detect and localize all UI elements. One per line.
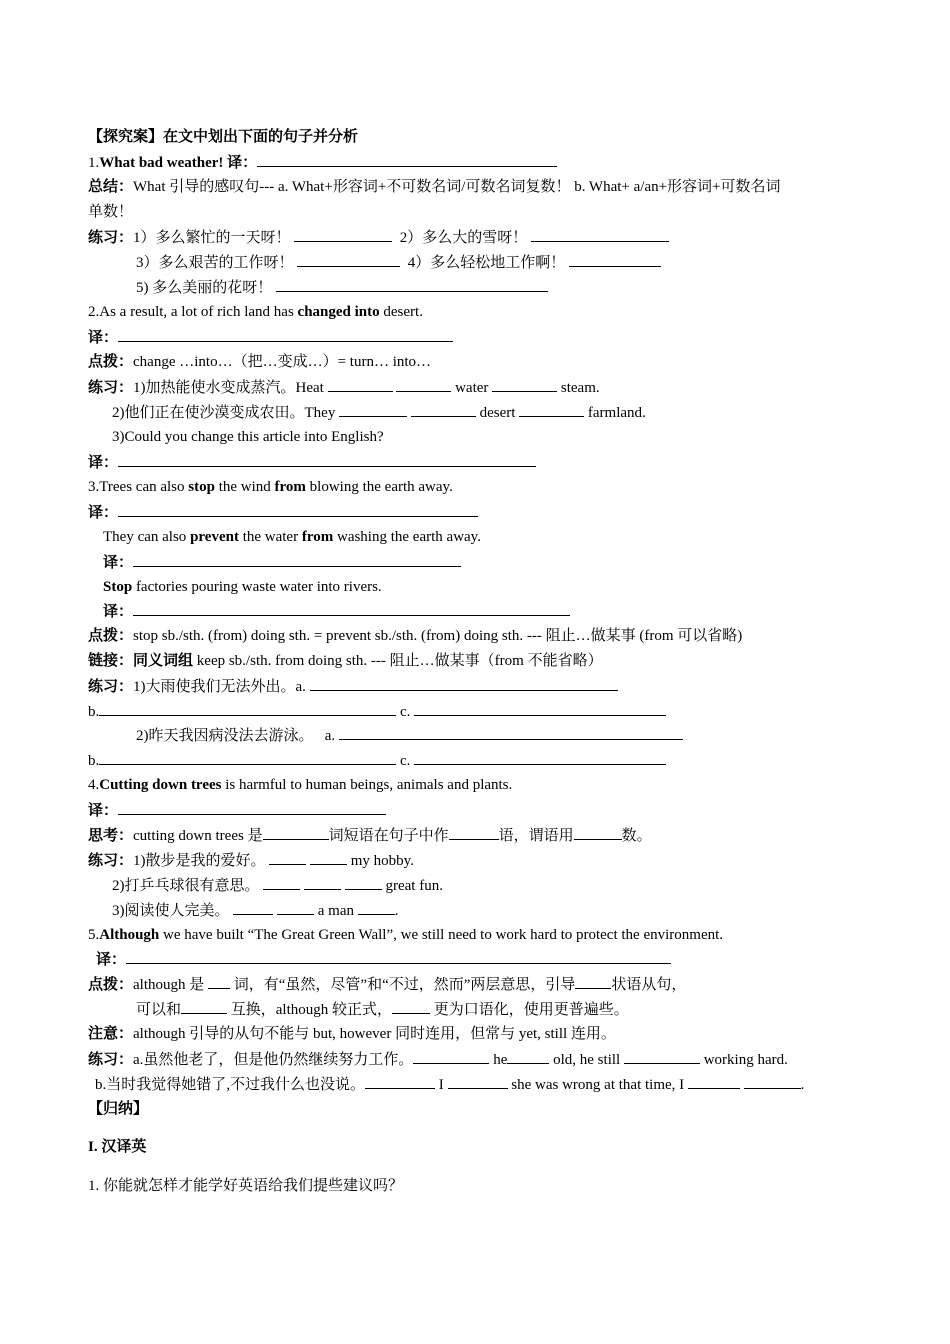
item-4-exercise-3: 3)阅读使人完美。 a man . (112, 900, 398, 921)
answer-blank[interactable] (118, 452, 536, 467)
answer-blank[interactable] (365, 1074, 435, 1089)
answer-blank[interactable] (396, 377, 451, 392)
answer-blank[interactable] (339, 402, 407, 417)
answer-blank[interactable] (310, 850, 347, 865)
answer-blank[interactable] (569, 252, 661, 267)
answer-blank[interactable] (519, 402, 584, 417)
answer-blank[interactable] (118, 327, 453, 342)
answer-blank[interactable] (624, 1049, 700, 1064)
answer-blank[interactable] (574, 825, 622, 840)
answer-blank[interactable] (233, 900, 273, 915)
answer-blank[interactable] (310, 676, 618, 691)
item-3-translation-2: 译： (103, 552, 461, 573)
answer-blank[interactable] (304, 875, 341, 890)
answer-blank[interactable] (118, 502, 478, 517)
answer-blank[interactable] (276, 277, 548, 292)
answer-blank[interactable] (133, 552, 461, 567)
item-4-sentence: 4.Cutting down trees is harmful to human beings, animals and plants. (88, 777, 513, 793)
item-1-exercise-row3: 5) 多么美丽的花呀！ (136, 277, 548, 298)
item-3-exercise-2-bc: b. c. (88, 750, 666, 771)
item-4-exercise-1: 练习：1)散步是我的爱好。 my hobby. (88, 850, 414, 871)
answer-blank[interactable] (688, 1074, 740, 1089)
answer-blank[interactable] (269, 850, 306, 865)
item-5-tip-cont: 可以和 互换，although 较正式， 更为口语化，使用更普遍些。 (136, 999, 629, 1020)
item-1-sentence: 1.What bad weather! 译： (88, 152, 557, 173)
item-2-exercise-1: 练习：1)加热能使水变成蒸汽。Heat water steam. (88, 377, 600, 398)
item-4-think: 思考：cutting down trees 是 词短语在句子中作 语，谓语用 数。 (88, 825, 652, 846)
answer-blank[interactable] (358, 900, 395, 915)
answer-blank[interactable] (297, 252, 400, 267)
answer-blank[interactable] (263, 875, 300, 890)
item-2-exercise-3: 3)Could you change this article into English? (112, 429, 384, 445)
item-3-exercise-1: 练习：1)大雨使我们无法外出。a. (88, 676, 618, 697)
item-1-summary: 总结：What 引导的感叹句--- a. What+形容词+不可数名词/可数名词复数！ b. What+ a/an+形容词+可数名词 (88, 179, 781, 195)
answer-blank[interactable] (277, 900, 314, 915)
item-5-exercise-b: b.当时我觉得她错了,不过我什么也没说。 I she was wrong at that time, I . (95, 1074, 804, 1095)
answer-blank[interactable] (99, 701, 396, 716)
item-4-exercise-2: 2)打乒乓球很有意思。 great fun. (112, 875, 443, 896)
answer-blank[interactable] (414, 701, 666, 716)
item-3-link: 链接：同义词组 keep sb./sth. from doing sth. --- 阻止…做某事（from 不能省略） (88, 653, 603, 669)
item-1-exercise-row1: 练习：1）多么繁忙的一天呀！ 2）多么大的雪呀！ (88, 227, 669, 248)
item-5-exercise-a: 练习：a.虽然他老了，但是他仍然继续努力工作。 he old, he still working hard. (88, 1049, 788, 1070)
answer-blank[interactable] (263, 825, 329, 840)
answer-blank[interactable] (492, 377, 557, 392)
answer-blank[interactable] (257, 152, 557, 167)
answer-blank[interactable] (133, 601, 570, 616)
section-title: 【探究案】在文中划出下面的句子并分析 (88, 129, 359, 145)
item-5-tip: 点拨：although 是 词，有“虽然，尽管”和“不过，然而”两层意思，引导 状语从句， (88, 974, 686, 995)
answer-blank[interactable] (126, 949, 671, 964)
answer-blank[interactable] (99, 750, 396, 765)
question-1: 1. 你能就怎样才能学好英语给我们提些建议吗？ (88, 1178, 404, 1194)
item-3-sentence-2: They can also prevent the water from washing the earth away. (103, 529, 481, 545)
item-3-translation-3: 译： (103, 601, 570, 622)
answer-blank[interactable] (208, 974, 230, 989)
answer-blank[interactable] (744, 1074, 801, 1089)
item-5-translation: 译： (96, 949, 671, 970)
item-1-summary-cont: 单数！ (88, 204, 134, 220)
summary-heading: 【归纳】 (88, 1101, 149, 1117)
answer-blank[interactable] (414, 750, 666, 765)
answer-blank[interactable] (411, 402, 476, 417)
item-2-sentence: 2.As a result, a lot of rich land has changed into desert. (88, 304, 423, 320)
item-3-sentence: 3.Trees can also stop the wind from blowing the earth away. (88, 479, 453, 495)
answer-blank[interactable] (392, 999, 430, 1014)
answer-blank[interactable] (339, 725, 683, 740)
item-3-exercise-2: 2)昨天我因病没法去游泳。 a. (136, 725, 683, 746)
item-3-tip: 点拨：stop sb./sth. (from) doing sth. = prevent sb./sth. (from) doing sth. --- 阻止…做某事 (from 可以省略) (88, 628, 743, 644)
section-heading: I. 汉译英 (88, 1139, 147, 1155)
answer-blank[interactable] (448, 1074, 508, 1089)
item-2-exercise-2: 2)他们正在使沙漠变成农田。They desert farmland. (112, 402, 646, 423)
item-2-tip: 点拨：change …into…（把…变成…）= turn… into… (88, 354, 432, 370)
item-2-exercise-3-translation: 译： (88, 452, 536, 473)
item-5-sentence: 5.Although we have built “The Great Green Wall”, we still need to work hard to protect the environment. (88, 927, 724, 943)
answer-blank[interactable] (531, 227, 669, 242)
answer-blank[interactable] (328, 377, 393, 392)
answer-blank[interactable] (181, 999, 227, 1014)
answer-blank[interactable] (118, 800, 386, 815)
answer-blank[interactable] (507, 1049, 549, 1064)
answer-blank[interactable] (413, 1049, 489, 1064)
answer-blank[interactable] (575, 974, 611, 989)
item-3-sentence-3: Stop factories pouring waste water into rivers. (103, 579, 382, 595)
answer-blank[interactable] (449, 825, 499, 840)
item-5-note: 注意：although 引导的从句不能与 but, however 同时连用，但常与 yet, still 连用。 (88, 1026, 616, 1042)
item-3-translation: 译： (88, 502, 478, 523)
item-4-translation: 译： (88, 800, 386, 821)
answer-blank[interactable] (345, 875, 382, 890)
answer-blank[interactable] (294, 227, 392, 242)
item-3-exercise-1-bc: b. c. (88, 701, 666, 722)
title-text: 在文中划出下面的句子并分析 (163, 129, 359, 145)
item-1-exercise-row2: 3）多么艰苦的工作呀！ 4）多么轻松地工作啊！ (136, 252, 661, 273)
item-2-translation: 译： (88, 327, 453, 348)
